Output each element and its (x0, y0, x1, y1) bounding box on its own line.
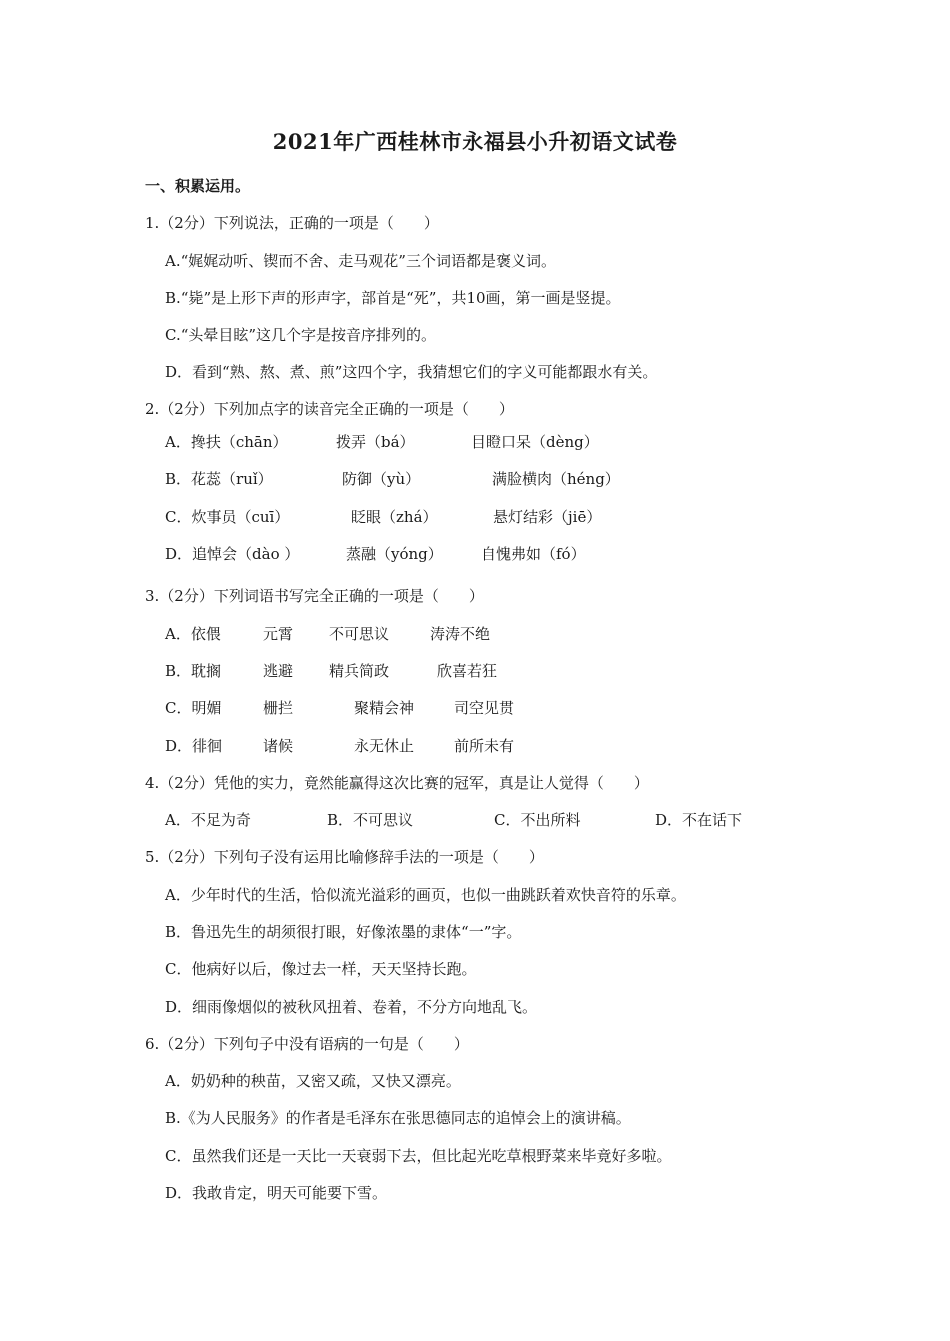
question-3-option-b-word-4: 欣喜若狂 (437, 662, 498, 680)
question-1-stem: 1.（2分）下列说法，正确的一项是（ ） (145, 214, 439, 232)
question-2-option-a-word-1: A．搀扶（chān） (165, 433, 288, 451)
question-5-option-c: C．他病好以后，像过去一样，天天坚持长跑。 (165, 960, 477, 978)
question-2-option-d-word-2: 蒸融（yóng） (346, 545, 443, 563)
question-2-option-b-word-3: 满脸横肉（héng） (492, 470, 620, 488)
question-6-option-b: B.《为人民服务》的作者是毛泽东在张思德同志的追悼会上的演讲稿。 (165, 1109, 631, 1127)
question-5-option-a: A．少年时代的生活，恰似流光溢彩的画页，也似一曲跳跃着欢快音符的乐章。 (165, 886, 686, 904)
question-2-stem: 2.（2分）下列加点字的读音完全正确的一项是（ ） (145, 400, 514, 418)
question-6-option-c: C．虽然我们还是一天比一天衰弱下去，但比起光吃草根野菜来毕竟好多啦。 (165, 1147, 672, 1165)
question-6-option-a: A．奶奶种的秧苗，又密又疏，又快又漂亮。 (165, 1072, 461, 1090)
question-1-option-a: A.“娓娓动听、锲而不舍、走马观花”三个词语都是褒义词。 (165, 252, 556, 270)
question-4-option-a: A．不足为奇 (165, 811, 251, 829)
question-3-option-b-word-3: 精兵简政 (329, 662, 390, 680)
question-2-option-d-word-3: 自愧弗如（fó） (481, 545, 586, 563)
question-3-option-c-word-4: 司空见贯 (454, 699, 515, 717)
question-2-option-d-word-1: D．追悼会（dào ） (165, 545, 300, 563)
question-2-option-b-word-1: B．花蕊（ruǐ） (165, 470, 273, 488)
question-4-stem: 4.（2分）凭他的实力，竟然能赢得这次比赛的冠军，真是让人觉得（ ） (145, 774, 649, 792)
question-5-option-d: D．细雨像烟似的被秋风扭着、卷着，不分方向地乱飞。 (165, 998, 538, 1016)
question-5-option-b: B．鲁迅先生的胡须很打眼，好像浓墨的隶体“一”字。 (165, 923, 522, 941)
question-4-option-c: C．不出所料 (494, 811, 581, 829)
question-4-option-b: B．不可思议 (327, 811, 414, 829)
question-3-stem: 3.（2分）下列词语书写完全正确的一项是（ ） (145, 587, 484, 605)
question-4-option-d: D．不在话下 (655, 811, 743, 829)
question-2-option-c-word-3: 悬灯结彩（jiē） (493, 508, 602, 526)
question-2-option-b-word-2: 防御（yù） (342, 470, 421, 488)
question-3-option-a-word-4: 涛涛不绝 (430, 625, 491, 643)
question-5-stem: 5.（2分）下列句子没有运用比喻修辞手法的一项是（ ） (145, 848, 544, 866)
question-3-option-d-word-3: 永无休止 (354, 737, 415, 755)
question-1-option-c: C.“头晕目眩”这几个字是按音序排列的。 (165, 326, 437, 344)
question-3-option-b-word-1: B．耽搁 (165, 662, 222, 680)
question-3-option-c-word-3: 聚精会神 (354, 699, 415, 717)
section-heading: 一、积累运用。 (145, 177, 251, 195)
question-2-option-c-word-2: 眨眼（zhá） (351, 508, 438, 526)
question-3-option-c-word-1: C．明媚 (165, 699, 222, 717)
question-2-option-a-word-2: 拨弄（bá） (336, 433, 415, 451)
question-3-option-d-word-2: 诸候 (263, 737, 294, 755)
question-1-option-b: B.“毙”是上形下声的形声字，部首是“死”，共10画，第一画是竖提。 (165, 289, 621, 307)
question-2-option-a-word-3: 目瞪口呆（dèng） (471, 433, 599, 451)
question-3-option-b-word-2: 逃避 (263, 662, 294, 680)
question-3-option-d-word-4: 前所未有 (454, 737, 515, 755)
question-3-option-a-word-1: A．依偎 (165, 625, 221, 643)
question-3-option-a-word-2: 元霄 (263, 625, 294, 643)
question-3-option-c-word-2: 栅拦 (263, 699, 294, 717)
question-3-option-a-word-3: 不可思议 (329, 625, 390, 643)
question-1-option-d: D．看到“熟、熬、煮、煎”这四个字，我猜想它们的字义可能都跟水有关。 (165, 363, 658, 381)
exam-title: 2021年广西桂林市永福县小升初语文试卷 (272, 129, 678, 154)
question-6-option-d: D．我敢肯定，明天可能要下雪。 (165, 1184, 388, 1202)
question-3-option-d-word-1: D．徘徊 (165, 737, 223, 755)
question-6-stem: 6.（2分）下列句子中没有语病的一句是（ ） (145, 1035, 469, 1053)
question-2-option-c-word-1: C．炊事员（cuī） (165, 508, 290, 526)
